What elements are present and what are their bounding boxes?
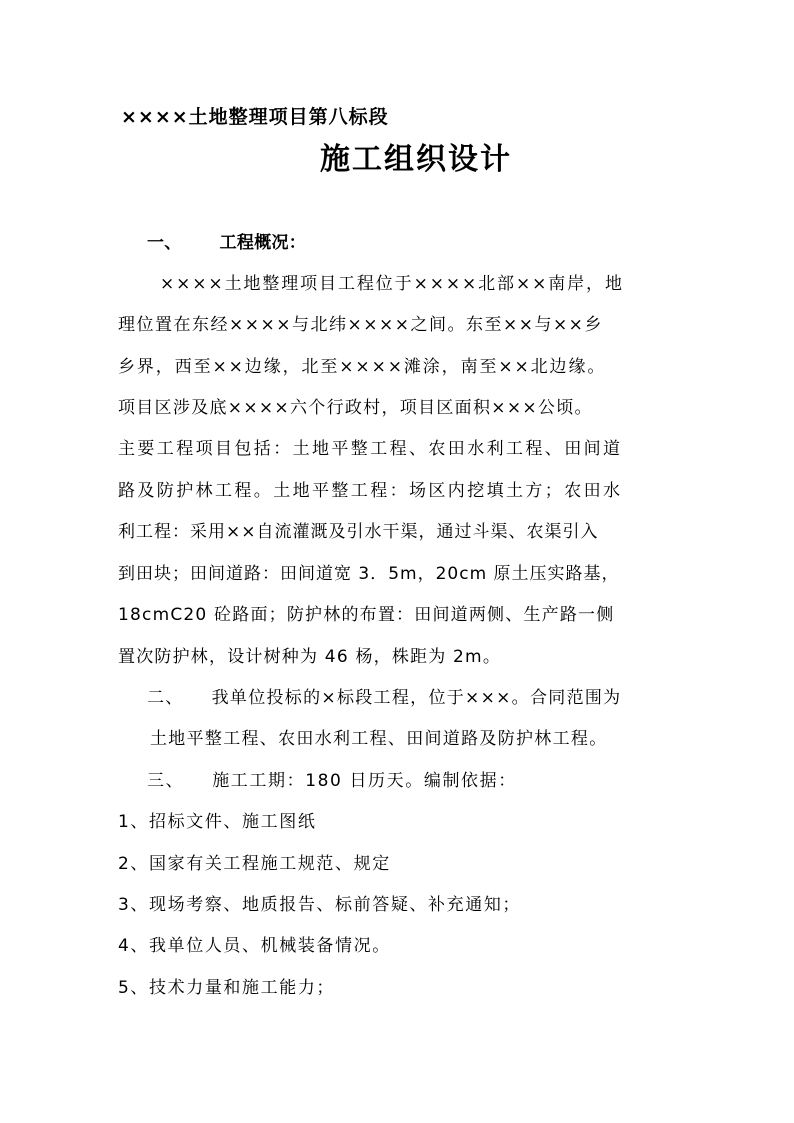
section-2-line — [147, 686, 622, 710]
section-3-number: 三、 — [147, 771, 185, 791]
paragraph-line: 到田块；田间道路：田间道宽 3．5m，20cm 原土压实路基， — [118, 564, 620, 584]
section-2-text: 我单位投标的×标段工程，位于×××。合同范围为 — [211, 688, 622, 708]
document-title: 施工组织设计 — [320, 142, 512, 177]
paragraph-line: ××××土地整理项目工程位于××××北部××南岸，地 — [160, 274, 624, 294]
paragraph-line: 利工程：采用××自流灌溉及引水干渠，通过斗渠、农渠引入 — [118, 522, 599, 542]
basis-list-item: 2、国家有关工程施工规范、规定 — [118, 854, 391, 874]
section-1-title: 工程概况： — [219, 233, 307, 253]
paragraph-line: 理位置在东经××××与北纬××××之间。东至××与××乡 — [118, 315, 603, 335]
section-2-continuation: 土地平整工程、农田水利工程、田间道路及防护林工程。 — [150, 729, 608, 749]
section-3-text: 施工工期：180 日历天。编制依据： — [212, 771, 517, 791]
paragraph-line: 乡界，西至××边缘，北至××××滩涂，南至××北边缘。 — [118, 357, 607, 377]
section-1-number: 一、 — [147, 233, 182, 253]
paragraph-line: 18cmC20 砼路面；防护林的布置：田间道两侧、生产路一侧 — [118, 605, 615, 625]
project-line: ××××土地整理项目第八标段 — [121, 106, 389, 128]
basis-list-item: 1、招标文件、施工图纸 — [118, 812, 317, 832]
basis-list-item: 3、现场考察、地质报告、标前答疑、补充通知； — [118, 895, 522, 915]
paragraph-line: 置次防护林，设计树种为 46 杨，株距为 2m。 — [118, 647, 502, 667]
section-3-line — [147, 769, 517, 793]
section-1-heading — [147, 231, 306, 255]
basis-list-item: 5、技术力量和施工能力； — [118, 978, 336, 998]
paragraph-line: 项目区涉及底××××六个行政村，项目区面积×××公顷。 — [118, 398, 593, 418]
section-2-number: 二、 — [147, 688, 184, 708]
basis-list-item: 4、我单位人员、机械装备情况。 — [118, 936, 391, 956]
paragraph-line: 路及防护林工程。土地平整工程：场区内挖填土方；农田水 — [118, 481, 623, 501]
paragraph-line: 主要工程项目包括：土地平整工程、农田水利工程、田间道 — [118, 439, 623, 459]
